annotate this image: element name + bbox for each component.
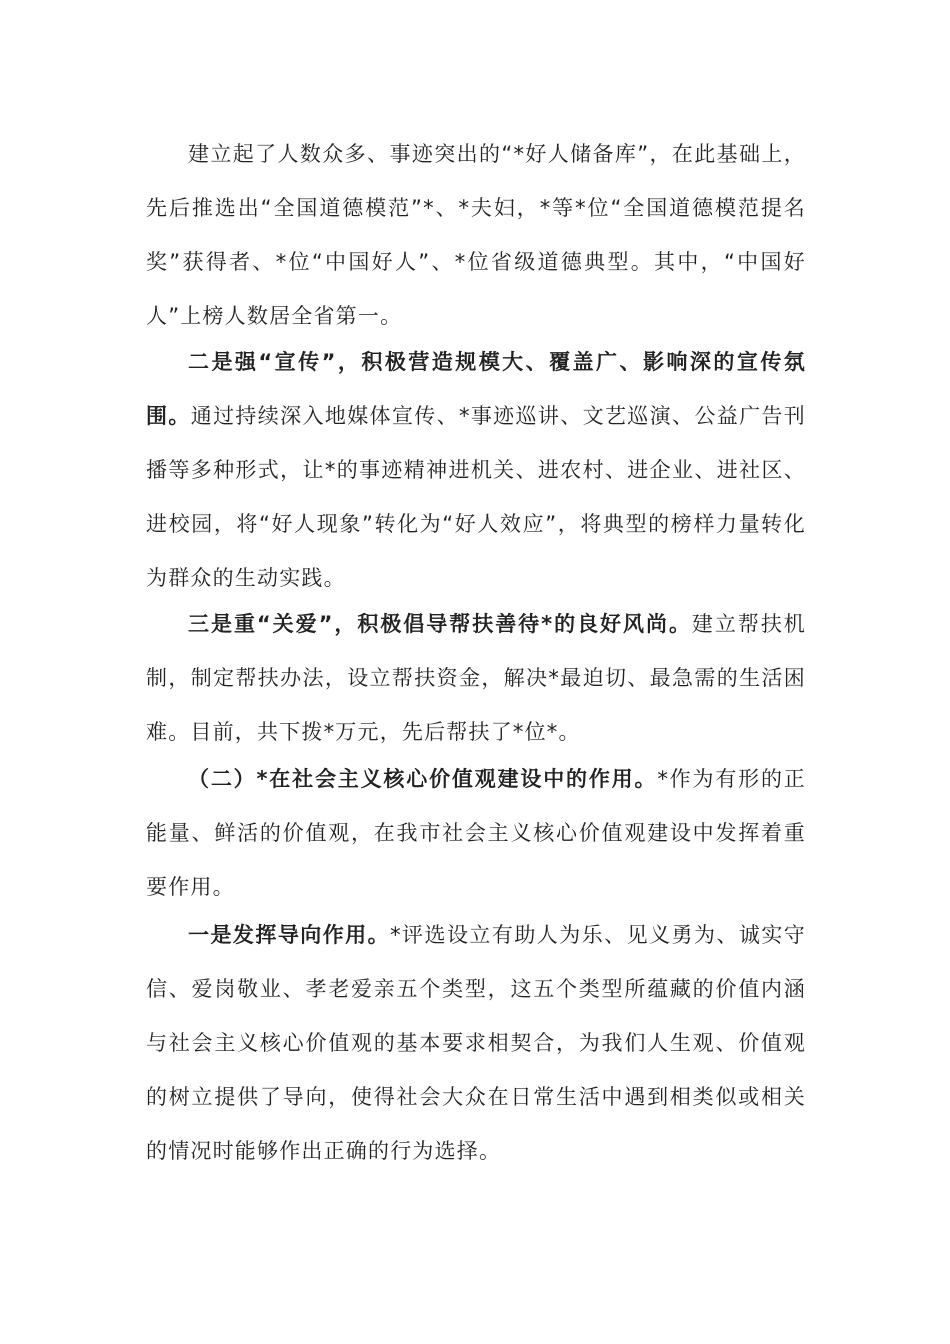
paragraph-care bbox=[146, 597, 806, 759]
paragraph-good-people-reserve bbox=[146, 127, 806, 343]
section-heading-core-values bbox=[146, 752, 806, 914]
paragraph-publicity bbox=[146, 335, 806, 605]
paragraph-body-text: 建立起了人数众多、事迹突出的“*好人储备库”，在此基础上，先后推选出“全国道德模范”*、*夫妇，*等*位“全国道德模范提名奖”获得者、*位“中国好人”、*位省级道德典型。其中，“中国好人”上榜人数居全省第一。 bbox=[146, 142, 806, 328]
paragraph-body-text: *作为有形的正能量、鲜活的价值观，在我市社会主义核心价值观建设中发挥着重要作用。 bbox=[146, 767, 807, 899]
section-heading-text: （二）*在社会主义核心价值观建设中的作用。 bbox=[188, 767, 658, 791]
paragraph-body-text: 建立帮扶机制，制定帮扶办法，设立帮扶资金，解决*最迫切、最急需的生活困难。目前，共下拨*万元，先后帮扶了*位*。 bbox=[146, 612, 807, 744]
paragraph-body-text: *评选设立有助人为乐、见义勇为、诚实守信、爱岗敬业、孝老爱亲五个类型，这五个类型所蕴藏的价值内涵与社会主义核心价值观的基本要求相契合，为我们人生观、价值观的树立提供了导向，使得社会大众在日常生活中遇到相类似或相关的情况时能够作出正确的行为选择。 bbox=[146, 923, 806, 1163]
paragraph-guidance-role bbox=[146, 908, 806, 1178]
paragraph-lead-heading: 二是强“宣传”，积极营造规模大、覆盖广、影响深的宣传氛围。 bbox=[146, 350, 806, 428]
paragraph-lead-heading: 三是重“关爱”，积极倡导帮扶善待*的良好风尚。 bbox=[188, 612, 692, 636]
paragraph-body-text: 通过持续深入地媒体宣传、*事迹巡讲、文艺巡演、公益广告刊播等多种形式，让*的事迹精神进机关、进农村、进企业、进社区、进校园，将“好人现象”转化为“好人效应”，将典型的榜样力量转化为群众的生动实践。 bbox=[146, 404, 806, 590]
paragraph-lead-heading: 一是发挥导向作用。 bbox=[188, 923, 391, 947]
